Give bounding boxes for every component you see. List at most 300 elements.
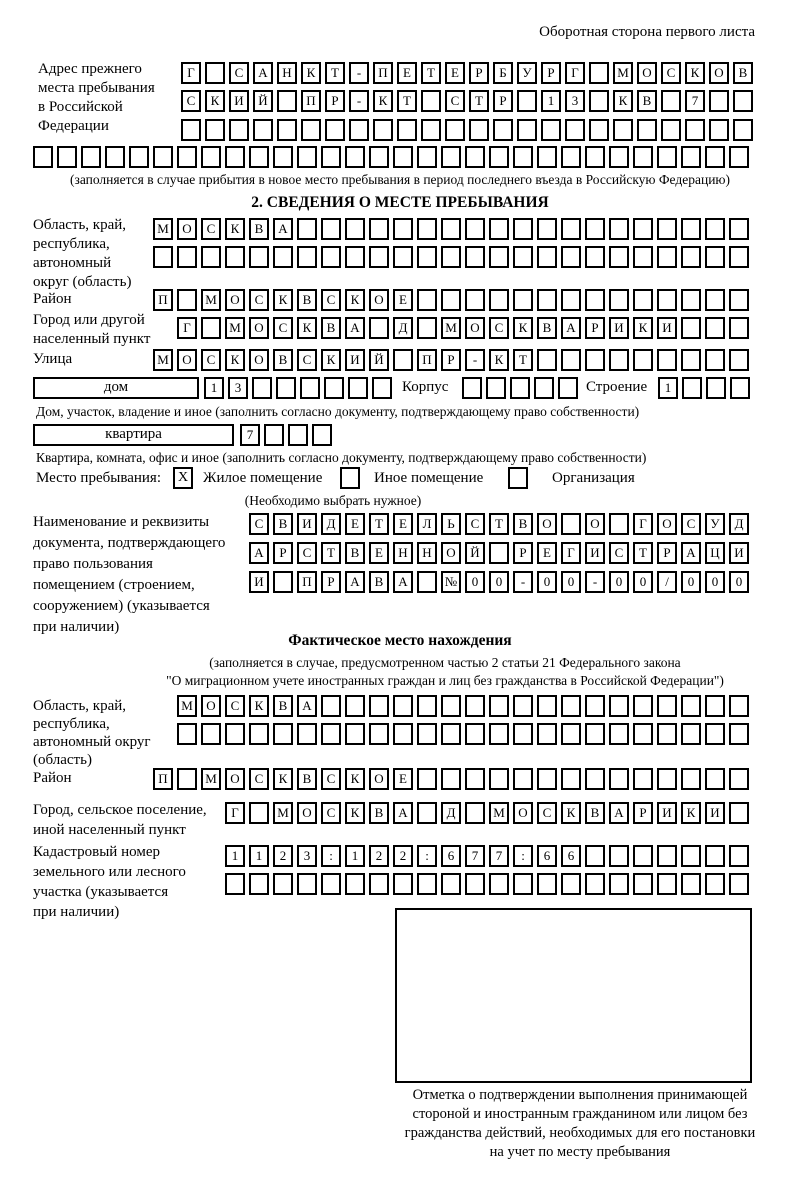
- char-cell[interactable]: О: [369, 289, 389, 311]
- char-cell[interactable]: [729, 146, 749, 168]
- char-cell[interactable]: [349, 119, 369, 141]
- char-cell[interactable]: [517, 90, 537, 112]
- char-cell[interactable]: [465, 873, 485, 895]
- char-cell[interactable]: [561, 289, 581, 311]
- char-cell[interactable]: 3: [228, 377, 248, 399]
- char-cell[interactable]: [537, 768, 557, 790]
- char-cell[interactable]: -: [465, 349, 485, 371]
- char-cell[interactable]: [513, 723, 533, 745]
- char-cell[interactable]: Р: [441, 349, 461, 371]
- char-cell[interactable]: О: [177, 349, 197, 371]
- char-cell[interactable]: [288, 424, 308, 446]
- char-cell[interactable]: [633, 146, 653, 168]
- char-cell[interactable]: М: [441, 317, 461, 339]
- char-cell[interactable]: Р: [657, 542, 677, 564]
- char-cell[interactable]: [729, 695, 749, 717]
- char-cell[interactable]: С: [297, 349, 317, 371]
- char-cell[interactable]: Т: [489, 513, 509, 535]
- char-cell[interactable]: В: [249, 218, 269, 240]
- char-cell[interactable]: К: [225, 349, 245, 371]
- char-cell[interactable]: О: [657, 513, 677, 535]
- char-cell[interactable]: [681, 289, 701, 311]
- char-cell[interactable]: К: [681, 802, 701, 824]
- char-cell[interactable]: А: [681, 542, 701, 564]
- char-cell[interactable]: 6: [561, 845, 581, 867]
- char-cell[interactable]: Т: [397, 90, 417, 112]
- char-cell[interactable]: А: [561, 317, 581, 339]
- char-cell[interactable]: [657, 873, 677, 895]
- char-cell[interactable]: М: [201, 768, 221, 790]
- char-cell[interactable]: У: [705, 513, 725, 535]
- char-cell[interactable]: К: [345, 289, 365, 311]
- char-cell[interactable]: К: [273, 768, 293, 790]
- char-cell[interactable]: [201, 146, 221, 168]
- char-cell[interactable]: 1: [225, 845, 245, 867]
- char-cell[interactable]: И: [297, 513, 317, 535]
- char-cell[interactable]: [277, 90, 297, 112]
- char-cell[interactable]: [657, 349, 677, 371]
- char-cell[interactable]: Д: [321, 513, 341, 535]
- char-cell[interactable]: [729, 802, 749, 824]
- char-cell[interactable]: [534, 377, 554, 399]
- char-cell[interactable]: [609, 246, 629, 268]
- char-cell[interactable]: [537, 695, 557, 717]
- char-cell[interactable]: [417, 873, 437, 895]
- char-cell[interactable]: О: [441, 542, 461, 564]
- char-cell[interactable]: Р: [541, 62, 561, 84]
- char-cell[interactable]: С: [181, 90, 201, 112]
- char-cell[interactable]: [441, 695, 461, 717]
- char-cell[interactable]: [705, 289, 725, 311]
- char-cell[interactable]: Е: [393, 289, 413, 311]
- char-cell[interactable]: Т: [321, 542, 341, 564]
- char-cell[interactable]: /: [657, 571, 677, 593]
- char-cell[interactable]: [609, 845, 629, 867]
- char-cell[interactable]: [225, 246, 245, 268]
- char-cell[interactable]: В: [297, 289, 317, 311]
- char-cell[interactable]: [585, 349, 605, 371]
- char-cell[interactable]: Г: [225, 802, 245, 824]
- char-cell[interactable]: [373, 119, 393, 141]
- char-cell[interactable]: [181, 119, 201, 141]
- char-cell[interactable]: [681, 317, 701, 339]
- char-cell[interactable]: В: [297, 768, 317, 790]
- char-cell[interactable]: [561, 873, 581, 895]
- char-cell[interactable]: [249, 802, 269, 824]
- char-cell[interactable]: [324, 377, 344, 399]
- char-cell[interactable]: 0: [633, 571, 653, 593]
- char-cell[interactable]: [489, 768, 509, 790]
- char-cell[interactable]: [229, 119, 249, 141]
- char-cell[interactable]: [685, 119, 705, 141]
- char-cell[interactable]: [585, 695, 605, 717]
- char-cell[interactable]: Т: [513, 349, 533, 371]
- char-cell[interactable]: С: [321, 289, 341, 311]
- char-cell[interactable]: [585, 146, 605, 168]
- char-cell[interactable]: А: [249, 542, 269, 564]
- apartment-type-box[interactable]: квартира: [33, 424, 234, 446]
- char-cell[interactable]: [300, 377, 320, 399]
- char-cell[interactable]: [561, 246, 581, 268]
- char-cell[interactable]: И: [249, 571, 269, 593]
- char-cell[interactable]: [273, 146, 293, 168]
- char-cell[interactable]: [661, 90, 681, 112]
- char-cell[interactable]: [489, 542, 509, 564]
- stay-place-checkbox-residential[interactable]: X: [173, 467, 193, 489]
- char-cell[interactable]: [469, 119, 489, 141]
- char-cell[interactable]: В: [585, 802, 605, 824]
- char-cell[interactable]: М: [613, 62, 633, 84]
- char-cell[interactable]: [253, 119, 273, 141]
- char-cell[interactable]: [657, 768, 677, 790]
- char-cell[interactable]: У: [517, 62, 537, 84]
- char-cell[interactable]: А: [393, 571, 413, 593]
- char-cell[interactable]: С: [681, 513, 701, 535]
- char-cell[interactable]: [321, 695, 341, 717]
- char-cell[interactable]: С: [201, 349, 221, 371]
- char-cell[interactable]: [441, 768, 461, 790]
- char-cell[interactable]: 7: [685, 90, 705, 112]
- char-cell[interactable]: Г: [177, 317, 197, 339]
- char-cell[interactable]: [369, 873, 389, 895]
- char-cell[interactable]: 0: [705, 571, 725, 593]
- char-cell[interactable]: [462, 377, 482, 399]
- char-cell[interactable]: -: [349, 90, 369, 112]
- char-cell[interactable]: [393, 873, 413, 895]
- char-cell[interactable]: [705, 246, 725, 268]
- char-cell[interactable]: И: [585, 542, 605, 564]
- char-cell[interactable]: [513, 873, 533, 895]
- char-cell[interactable]: [277, 119, 297, 141]
- char-cell[interactable]: К: [205, 90, 225, 112]
- char-cell[interactable]: 0: [465, 571, 485, 593]
- char-cell[interactable]: П: [153, 768, 173, 790]
- char-cell[interactable]: 1: [204, 377, 224, 399]
- char-cell[interactable]: Ц: [705, 542, 725, 564]
- char-cell[interactable]: [561, 349, 581, 371]
- char-cell[interactable]: [537, 349, 557, 371]
- char-cell[interactable]: [633, 845, 653, 867]
- char-cell[interactable]: [513, 246, 533, 268]
- char-cell[interactable]: [705, 695, 725, 717]
- char-cell[interactable]: О: [201, 695, 221, 717]
- char-cell[interactable]: [537, 146, 557, 168]
- char-cell[interactable]: [417, 723, 437, 745]
- char-cell[interactable]: П: [373, 62, 393, 84]
- char-cell[interactable]: [709, 90, 729, 112]
- char-cell[interactable]: [633, 873, 653, 895]
- char-cell[interactable]: [249, 723, 269, 745]
- char-cell[interactable]: [729, 845, 749, 867]
- char-cell[interactable]: [325, 119, 345, 141]
- char-cell[interactable]: [705, 845, 725, 867]
- char-cell[interactable]: С: [225, 695, 245, 717]
- char-cell[interactable]: [489, 289, 509, 311]
- char-cell[interactable]: [585, 246, 605, 268]
- char-cell[interactable]: С: [537, 802, 557, 824]
- char-cell[interactable]: Г: [633, 513, 653, 535]
- char-cell[interactable]: [705, 349, 725, 371]
- char-cell[interactable]: 0: [537, 571, 557, 593]
- char-cell[interactable]: С: [489, 317, 509, 339]
- char-cell[interactable]: [613, 119, 633, 141]
- char-cell[interactable]: Д: [729, 513, 749, 535]
- char-cell[interactable]: С: [249, 289, 269, 311]
- char-cell[interactable]: С: [249, 768, 269, 790]
- char-cell[interactable]: [417, 289, 437, 311]
- char-cell[interactable]: [312, 424, 332, 446]
- char-cell[interactable]: [486, 377, 506, 399]
- char-cell[interactable]: С: [661, 62, 681, 84]
- char-cell[interactable]: [585, 723, 605, 745]
- char-cell[interactable]: [729, 723, 749, 745]
- char-cell[interactable]: [537, 873, 557, 895]
- char-cell[interactable]: Л: [417, 513, 437, 535]
- char-cell[interactable]: [301, 119, 321, 141]
- char-cell[interactable]: [205, 62, 225, 84]
- char-cell[interactable]: [297, 246, 317, 268]
- char-cell[interactable]: 2: [273, 845, 293, 867]
- char-cell[interactable]: [609, 513, 629, 535]
- char-cell[interactable]: Р: [321, 571, 341, 593]
- char-cell[interactable]: [730, 377, 750, 399]
- char-cell[interactable]: Е: [393, 768, 413, 790]
- char-cell[interactable]: Б: [493, 62, 513, 84]
- char-cell[interactable]: [705, 317, 725, 339]
- char-cell[interactable]: С: [249, 513, 269, 535]
- char-cell[interactable]: [465, 802, 485, 824]
- char-cell[interactable]: :: [417, 845, 437, 867]
- char-cell[interactable]: [369, 246, 389, 268]
- char-cell[interactable]: О: [709, 62, 729, 84]
- char-cell[interactable]: [393, 695, 413, 717]
- char-cell[interactable]: [537, 218, 557, 240]
- char-cell[interactable]: [345, 723, 365, 745]
- char-cell[interactable]: [706, 377, 726, 399]
- char-cell[interactable]: С: [609, 542, 629, 564]
- char-cell[interactable]: Р: [273, 542, 293, 564]
- char-cell[interactable]: [681, 845, 701, 867]
- char-cell[interactable]: [729, 246, 749, 268]
- char-cell[interactable]: [657, 146, 677, 168]
- char-cell[interactable]: [589, 119, 609, 141]
- char-cell[interactable]: Р: [585, 317, 605, 339]
- char-cell[interactable]: Е: [393, 513, 413, 535]
- char-cell[interactable]: 3: [297, 845, 317, 867]
- char-cell[interactable]: А: [253, 62, 273, 84]
- char-cell[interactable]: [541, 119, 561, 141]
- char-cell[interactable]: [609, 289, 629, 311]
- char-cell[interactable]: [682, 377, 702, 399]
- char-cell[interactable]: М: [153, 349, 173, 371]
- char-cell[interactable]: [633, 768, 653, 790]
- char-cell[interactable]: [609, 873, 629, 895]
- char-cell[interactable]: [465, 695, 485, 717]
- char-cell[interactable]: И: [705, 802, 725, 824]
- char-cell[interactable]: [273, 571, 293, 593]
- char-cell[interactable]: [441, 218, 461, 240]
- char-cell[interactable]: В: [369, 571, 389, 593]
- char-cell[interactable]: К: [297, 317, 317, 339]
- char-cell[interactable]: [537, 723, 557, 745]
- char-cell[interactable]: 1: [249, 845, 269, 867]
- char-cell[interactable]: [561, 723, 581, 745]
- char-cell[interactable]: [633, 723, 653, 745]
- char-cell[interactable]: [417, 246, 437, 268]
- char-cell[interactable]: К: [633, 317, 653, 339]
- char-cell[interactable]: О: [225, 768, 245, 790]
- char-cell[interactable]: [705, 768, 725, 790]
- char-cell[interactable]: С: [321, 802, 341, 824]
- char-cell[interactable]: :: [321, 845, 341, 867]
- char-cell[interactable]: [369, 146, 389, 168]
- char-cell[interactable]: [369, 695, 389, 717]
- char-cell[interactable]: Т: [325, 62, 345, 84]
- char-cell[interactable]: 6: [537, 845, 557, 867]
- char-cell[interactable]: [393, 723, 413, 745]
- char-cell[interactable]: [609, 146, 629, 168]
- char-cell[interactable]: [681, 349, 701, 371]
- char-cell[interactable]: [589, 90, 609, 112]
- char-cell[interactable]: 0: [561, 571, 581, 593]
- char-cell[interactable]: [489, 723, 509, 745]
- char-cell[interactable]: [249, 246, 269, 268]
- char-cell[interactable]: В: [321, 317, 341, 339]
- char-cell[interactable]: [561, 768, 581, 790]
- char-cell[interactable]: Е: [537, 542, 557, 564]
- char-cell[interactable]: В: [733, 62, 753, 84]
- char-cell[interactable]: [681, 723, 701, 745]
- char-cell[interactable]: [205, 119, 225, 141]
- char-cell[interactable]: [417, 802, 437, 824]
- char-cell[interactable]: -: [513, 571, 533, 593]
- char-cell[interactable]: [633, 349, 653, 371]
- char-cell[interactable]: О: [177, 218, 197, 240]
- char-cell[interactable]: [417, 146, 437, 168]
- char-cell[interactable]: К: [345, 768, 365, 790]
- char-cell[interactable]: [465, 723, 485, 745]
- char-cell[interactable]: [589, 62, 609, 84]
- house-type-box[interactable]: дом: [33, 377, 199, 399]
- char-cell[interactable]: Е: [445, 62, 465, 84]
- char-cell[interactable]: [345, 218, 365, 240]
- char-cell[interactable]: К: [249, 695, 269, 717]
- char-cell[interactable]: О: [637, 62, 657, 84]
- char-cell[interactable]: [657, 218, 677, 240]
- char-cell[interactable]: [465, 289, 485, 311]
- char-cell[interactable]: [225, 723, 245, 745]
- char-cell[interactable]: 0: [729, 571, 749, 593]
- char-cell[interactable]: [609, 723, 629, 745]
- char-cell[interactable]: В: [273, 513, 293, 535]
- char-cell[interactable]: [729, 317, 749, 339]
- char-cell[interactable]: К: [373, 90, 393, 112]
- char-cell[interactable]: №: [441, 571, 461, 593]
- char-cell[interactable]: Т: [369, 513, 389, 535]
- char-cell[interactable]: [657, 723, 677, 745]
- char-cell[interactable]: Е: [397, 62, 417, 84]
- char-cell[interactable]: [201, 246, 221, 268]
- char-cell[interactable]: И: [229, 90, 249, 112]
- char-cell[interactable]: В: [345, 542, 365, 564]
- char-cell[interactable]: М: [225, 317, 245, 339]
- char-cell[interactable]: В: [273, 695, 293, 717]
- char-cell[interactable]: [633, 695, 653, 717]
- char-cell[interactable]: [489, 146, 509, 168]
- char-cell[interactable]: [225, 873, 245, 895]
- char-cell[interactable]: [441, 289, 461, 311]
- char-cell[interactable]: [417, 695, 437, 717]
- char-cell[interactable]: [397, 119, 417, 141]
- char-cell[interactable]: [705, 873, 725, 895]
- char-cell[interactable]: [681, 873, 701, 895]
- char-cell[interactable]: [609, 768, 629, 790]
- char-cell[interactable]: О: [537, 513, 557, 535]
- char-cell[interactable]: [609, 218, 629, 240]
- char-cell[interactable]: С: [229, 62, 249, 84]
- char-cell[interactable]: В: [537, 317, 557, 339]
- char-cell[interactable]: [661, 119, 681, 141]
- char-cell[interactable]: [489, 695, 509, 717]
- char-cell[interactable]: [201, 723, 221, 745]
- char-cell[interactable]: [177, 146, 197, 168]
- char-cell[interactable]: [345, 695, 365, 717]
- char-cell[interactable]: [561, 146, 581, 168]
- char-cell[interactable]: М: [489, 802, 509, 824]
- char-cell[interactable]: [249, 873, 269, 895]
- char-cell[interactable]: -: [349, 62, 369, 84]
- char-cell[interactable]: [705, 218, 725, 240]
- char-cell[interactable]: [369, 723, 389, 745]
- char-cell[interactable]: [264, 424, 284, 446]
- char-cell[interactable]: [681, 246, 701, 268]
- char-cell[interactable]: [441, 146, 461, 168]
- char-cell[interactable]: А: [345, 571, 365, 593]
- char-cell[interactable]: О: [297, 802, 317, 824]
- char-cell[interactable]: [393, 349, 413, 371]
- char-cell[interactable]: В: [273, 349, 293, 371]
- char-cell[interactable]: О: [585, 513, 605, 535]
- char-cell[interactable]: [585, 289, 605, 311]
- char-cell[interactable]: И: [609, 317, 629, 339]
- char-cell[interactable]: [297, 873, 317, 895]
- char-cell[interactable]: [177, 289, 197, 311]
- char-cell[interactable]: Р: [469, 62, 489, 84]
- char-cell[interactable]: [177, 246, 197, 268]
- char-cell[interactable]: [321, 246, 341, 268]
- char-cell[interactable]: [729, 289, 749, 311]
- char-cell[interactable]: П: [301, 90, 321, 112]
- char-cell[interactable]: [393, 246, 413, 268]
- char-cell[interactable]: -: [585, 571, 605, 593]
- char-cell[interactable]: [153, 246, 173, 268]
- char-cell[interactable]: [445, 119, 465, 141]
- char-cell[interactable]: [465, 218, 485, 240]
- char-cell[interactable]: [297, 723, 317, 745]
- char-cell[interactable]: [348, 377, 368, 399]
- char-cell[interactable]: [321, 146, 341, 168]
- char-cell[interactable]: [585, 768, 605, 790]
- char-cell[interactable]: К: [321, 349, 341, 371]
- char-cell[interactable]: А: [345, 317, 365, 339]
- char-cell[interactable]: И: [657, 317, 677, 339]
- char-cell[interactable]: Н: [393, 542, 413, 564]
- char-cell[interactable]: [681, 146, 701, 168]
- char-cell[interactable]: К: [613, 90, 633, 112]
- char-cell[interactable]: П: [417, 349, 437, 371]
- char-cell[interactable]: М: [153, 218, 173, 240]
- char-cell[interactable]: [321, 873, 341, 895]
